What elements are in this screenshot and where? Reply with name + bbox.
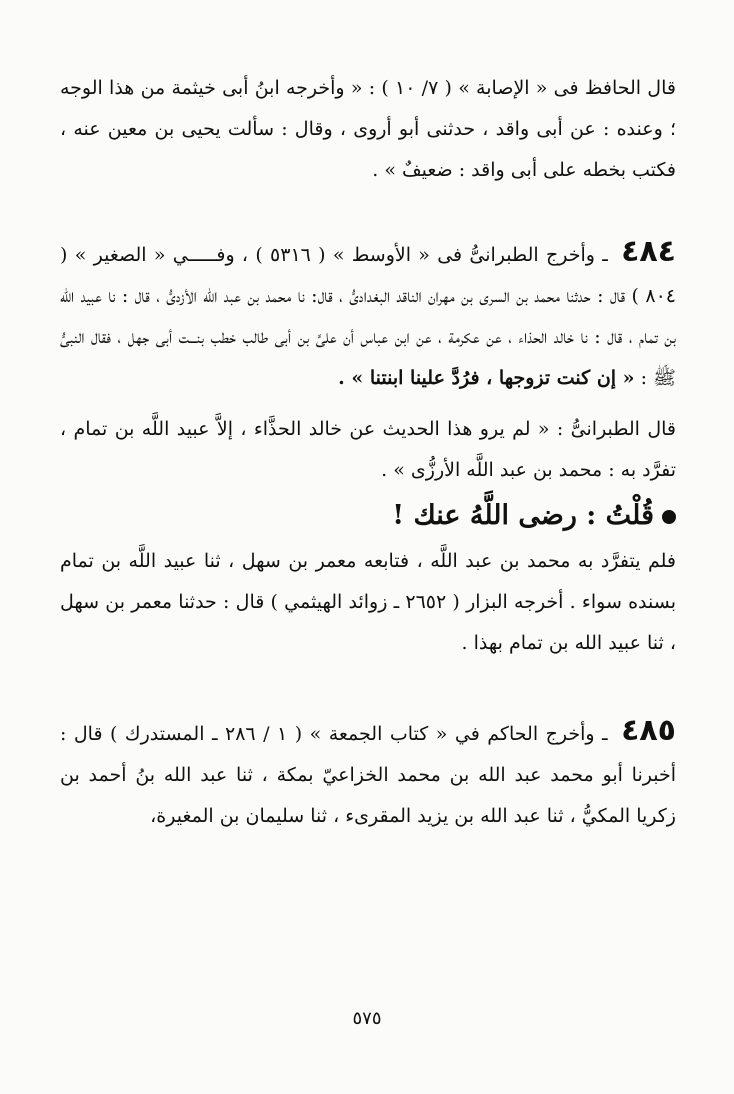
hadith-text: ـ وأخرج الحاكم في « كتاب الجمعة » ( ١ / ٢٨٦ ـ المستدرك ) قال : أخبرنا أبو محمد عبد الله بن محمد الخزاعيّ بمكة ، ثنا عبد الله بنُ أحمد بن زكريا المكيُّ ، ثنا عبد الله بن يزيد المقرىء ، ثنا سليمان بن المغيرة،: [60, 723, 676, 827]
hadith-text: ـ وأخرج الطبرانىُّ فى « الأوسط » ( ٥٣١٦ ) ، وفـــــي « الصغير » ( ٨٠٤ ) قال : حدثنا محمد بن السرى بن مهران الناقد البغدادىُّ ، قال: نا محمد بن عبد الله الأزدىُّ ، قال : نا عبيد الله بن تمام ، قال : نا خالد الحذاء ، عن عكرمة ، عن ابن عباس أن علىَّ بن أبى طالب خطب بنـــت أبى جهل ، فقال النبىُّ ﷺ :: [60, 244, 676, 389]
hadith-quote: « إن كنت تزوجها ، فرُدَّ علينا ابنتنا » .: [338, 367, 635, 389]
paragraph-text: فلم يتفرَّد به محمد بن عبد اللَّه ، فتابعه معمر بن سهل ، ثنا عبيد اللَّه بن تمام بسنده سواء . أخرجه البزار ( ٢٦٥٢ ـ زوائد الهيثمي ) قال : حدثنا معمر بن سهل ، ثنا عبيد الله بن تمام بهذا .: [60, 550, 676, 654]
qult-text: قُلْتُ : رضى اللَّهُ عنك !: [392, 500, 654, 531]
paragraph-isaba-quote: [60, 68, 676, 191]
paragraph-mutabaah: [60, 541, 676, 664]
bullet-icon: [662, 510, 676, 524]
paragraph-text: قال الطبرانىُّ : « لم يرو هذا الحديث عن خالد الحذَّاء ، إلاَّ عبيد اللَّه بن تمام ، تفرَّد به : محمد بن عبد اللَّه الأرزُّى » .: [60, 418, 676, 481]
hadith-number: ٤٨٤: [621, 234, 676, 269]
paragraph-tabarani-comment: [60, 409, 676, 491]
page-body: [60, 68, 676, 837]
paragraph-text: قال الحافظ فى « الإصابة » ( ٧/ ١٠ ) : « وأخرجه ابنُ أبى خيثمة من هذا الوجه ؛ وعنده : عن أبى واقد ، حدثنى أبو أروى ، وقال : سألت يحيى بن معين عنه ، فكتب بخطه على أبى واقد : ضعيفٌ » .: [60, 77, 676, 181]
page-number: ٥٧٥: [352, 1008, 382, 1029]
hadith-number: ٤٨٥: [621, 713, 676, 748]
hadith-485: [60, 710, 676, 837]
qult-heading: [60, 491, 676, 541]
hadith-484: [60, 231, 676, 399]
